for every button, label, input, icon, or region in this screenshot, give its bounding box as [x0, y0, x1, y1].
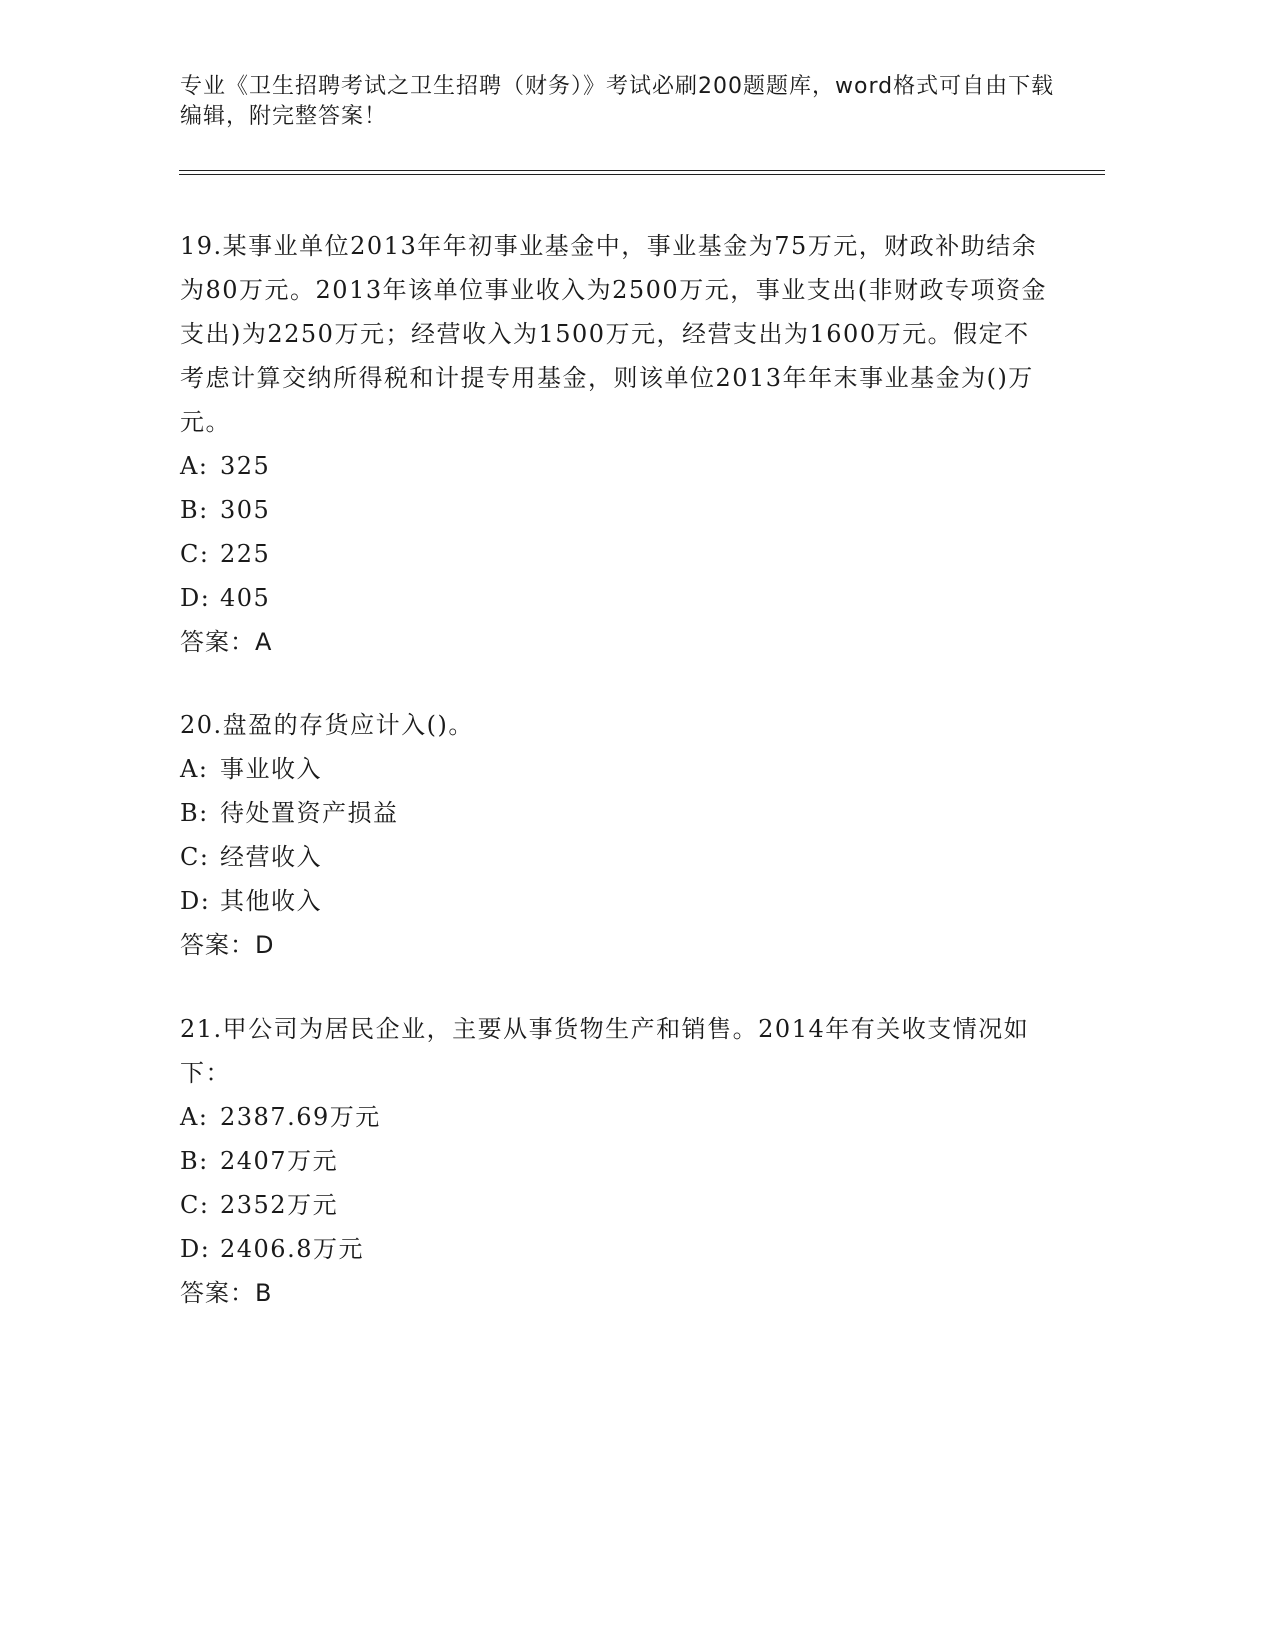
option-text: 325: [220, 452, 271, 480]
option-text: 225: [220, 540, 271, 568]
question-stem: 20.盘盈的存货应计入()。: [180, 711, 474, 739]
option-b: [180, 488, 1050, 532]
answer-line: 答案：A: [180, 628, 273, 656]
answer-line: 答案：B: [180, 1279, 273, 1307]
option-text: 事业收入: [220, 755, 322, 783]
question-20: [180, 703, 1050, 967]
option-text: 305: [220, 496, 271, 524]
option-a: [180, 747, 1050, 791]
question-21: [180, 1007, 1050, 1315]
header-divider-top: [179, 170, 1105, 171]
option-c: [180, 1183, 1050, 1227]
option-letter: A:: [180, 755, 209, 783]
option-d: [180, 1227, 1050, 1271]
option-a: [180, 1095, 1050, 1139]
option-letter: C:: [180, 1191, 210, 1219]
option-letter: A:: [180, 1103, 209, 1131]
option-b: [180, 1139, 1050, 1183]
option-letter: C:: [180, 843, 210, 871]
option-text: 405: [220, 584, 271, 612]
option-d: [180, 879, 1050, 923]
answer-line: 答案：D: [180, 931, 275, 959]
option-d: [180, 576, 1050, 620]
option-text: 2406.8万元: [220, 1235, 364, 1263]
option-text: 其他收入: [220, 887, 322, 915]
option-letter: B:: [180, 799, 209, 827]
question-stem: 21.甲公司为居民企业，主要从事货物生产和销售。2014年有关收支情况如下：: [180, 1015, 1030, 1087]
header-divider-bottom: [179, 174, 1105, 175]
option-text: 待处置资产损益: [220, 799, 399, 827]
option-c: [180, 532, 1050, 576]
option-letter: A:: [180, 452, 209, 480]
option-letter: B:: [180, 496, 209, 524]
question-19: [180, 224, 1050, 664]
option-b: [180, 791, 1050, 835]
option-c: [180, 835, 1050, 879]
option-text: 2352万元: [220, 1191, 339, 1219]
option-letter: D:: [180, 584, 211, 612]
option-text: 2387.69万元: [220, 1103, 381, 1131]
option-letter: D:: [180, 1235, 211, 1263]
option-a: [180, 444, 1050, 488]
option-letter: B:: [180, 1147, 209, 1175]
option-text: 2407万元: [220, 1147, 339, 1175]
option-letter: C:: [180, 540, 210, 568]
option-letter: D:: [180, 887, 211, 915]
question-stem: 19.某事业单位2013年年初事业基金中，事业基金为75万元，财政补助结余为80万元。2013年该单位事业收入为2500万元，事业支出(非财政专项资金支出)为2250万元；经营收入为1500万元，经营支出为1600万元。假定不考虑计算交纳所得税和计提专用基金，则该单位2013年年末事业基金为()万元。: [180, 232, 1048, 436]
document-intro: 专业《卫生招聘考试之卫生招聘（财务）》考试必刷200题题库，word格式可自由下载编辑，附完整答案！: [180, 74, 1055, 129]
option-text: 经营收入: [220, 843, 322, 871]
